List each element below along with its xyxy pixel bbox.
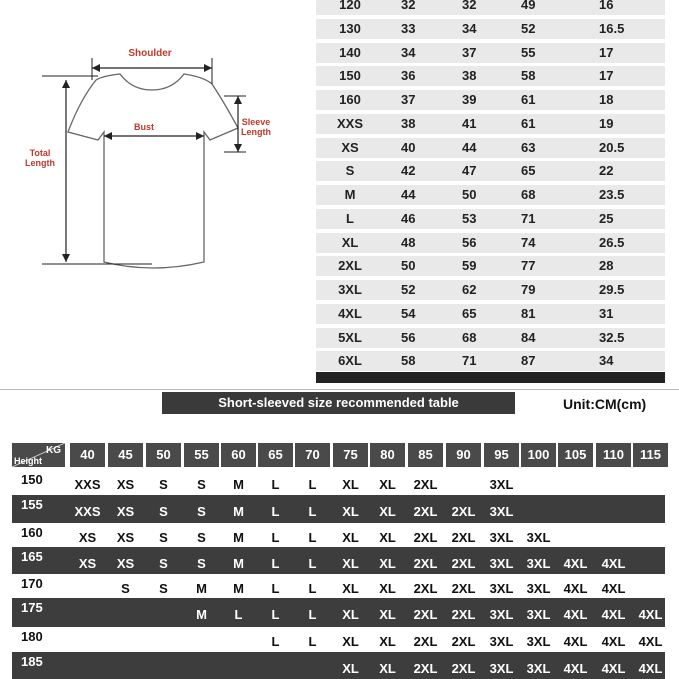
- size-chart-value: 87: [521, 353, 536, 369]
- size-chart-row: [316, 256, 665, 276]
- weight-header-cell: 40: [70, 443, 105, 467]
- size-chart-size: 160: [339, 92, 361, 107]
- size-recommendation-cell: 2XL: [413, 581, 438, 596]
- size-chart-value: 16: [599, 0, 614, 12]
- total-length-label: Total Length: [25, 148, 55, 168]
- height-label: 175: [21, 600, 43, 615]
- size-recommendation-cell: 3XL: [489, 556, 514, 571]
- size-chart-value: 22: [599, 163, 614, 179]
- size-recommendation-cell: 4XL: [638, 634, 663, 649]
- weight-header-cell: 85: [408, 443, 443, 467]
- size-chart-row: [316, 114, 665, 134]
- size-recommendation-cell: S: [197, 504, 206, 519]
- recommended-table-banner: Short-sleeved size recommended table: [162, 392, 515, 414]
- size-recommendation-cell: XS: [78, 530, 97, 545]
- size-chart-value: 32: [401, 0, 416, 12]
- size-chart-row: [316, 280, 665, 300]
- corner-height-label: Height: [14, 456, 42, 466]
- size-chart-value: 58: [401, 353, 416, 369]
- size-chart-row: [316, 138, 665, 158]
- size-recommendation-cell: 4XL: [601, 607, 626, 622]
- size-chart-value: 47: [462, 163, 477, 179]
- size-recommendation-cell: L: [308, 477, 317, 492]
- size-recommendation-cell: 2XL: [413, 607, 438, 622]
- size-chart-row: [316, 90, 665, 110]
- size-chart-size: M: [344, 187, 356, 202]
- size-recommendation-cell: XS: [116, 504, 135, 519]
- size-recommendation-cell: S: [159, 477, 168, 492]
- size-recommendation-cell: L: [271, 607, 280, 622]
- size-chart-size: 150: [339, 68, 361, 84]
- size-chart-value: 81: [521, 305, 536, 321]
- weight-header-cell: 50: [146, 443, 181, 467]
- height-label: 160: [21, 525, 43, 540]
- size-recommendation-cell: S: [159, 530, 168, 545]
- size-recommendation-cell: 2XL: [451, 634, 476, 649]
- size-recommendation-cell: 3XL: [489, 504, 514, 519]
- size-recommendation-cell: XL: [379, 607, 396, 622]
- size-chart-value: 53: [462, 210, 477, 226]
- size-chart-value: 16.5: [599, 20, 625, 36]
- size-recommendation-cell: S: [197, 556, 206, 571]
- table-row: [12, 470, 665, 495]
- size-chart-value: 37: [462, 44, 477, 60]
- size-recommendation-cell: 4XL: [601, 661, 626, 676]
- table-row: [12, 598, 665, 627]
- weight-header-cell: 75: [333, 443, 368, 467]
- size-recommendation-cell: XS: [116, 556, 135, 571]
- size-recommendation-cell: XL: [342, 581, 359, 596]
- size-recommendation-cell: L: [271, 504, 280, 519]
- size-chart-value: 52: [521, 20, 536, 36]
- size-recommendation-cell: M: [196, 607, 207, 622]
- table-row: [12, 627, 665, 652]
- size-recommendation-cell: L: [308, 581, 317, 596]
- section-divider: [0, 389, 679, 390]
- size-recommendation-cell: M: [233, 556, 244, 571]
- size-chart-row: [316, 209, 665, 229]
- size-recommendation-cell: 3XL: [526, 556, 551, 571]
- size-recommendation-cell: S: [197, 530, 206, 545]
- size-recommendation-cell: XL: [379, 661, 396, 676]
- size-chart-value: 19: [599, 115, 614, 131]
- size-recommendation-cell: M: [196, 581, 207, 596]
- size-recommendation-cell: 2XL: [451, 530, 476, 545]
- size-recommendation-cell: L: [271, 530, 280, 545]
- size-recommendation-cell: 2XL: [413, 661, 438, 676]
- size-recommendation-cell: 4XL: [601, 634, 626, 649]
- size-recommendation-cell: XL: [342, 634, 359, 649]
- size-chart-value: 84: [521, 329, 536, 345]
- size-recommendation-cell: XL: [379, 581, 396, 596]
- size-chart-value: 71: [462, 353, 477, 369]
- size-chart-value: 44: [401, 187, 416, 202]
- size-recommendation-cell: S: [197, 477, 206, 492]
- size-recommendation-cell: S: [121, 581, 130, 596]
- weight-header-cell: 80: [370, 443, 405, 467]
- size-chart-value: 65: [521, 163, 536, 179]
- size-recommendation-cell: 4XL: [563, 556, 588, 571]
- size-recommendation-cell: 2XL: [413, 530, 438, 545]
- size-chart-size: S: [345, 163, 355, 179]
- size-chart-value: 61: [521, 92, 536, 107]
- weight-header-cell: 45: [108, 443, 143, 467]
- size-chart-size: 140: [339, 44, 361, 60]
- size-chart-value: 63: [521, 139, 536, 155]
- size-chart-value: 50: [401, 258, 416, 274]
- size-chart-row: [316, 233, 665, 253]
- size-chart-value: 18: [599, 92, 614, 107]
- size-chart-value: 71: [521, 210, 536, 226]
- size-recommendation-cell: XS: [78, 556, 97, 571]
- sleeve-length-label: Sleeve Length: [241, 117, 271, 137]
- size-chart-value: 48: [401, 234, 416, 250]
- size-recommendation-cell: XL: [379, 556, 396, 571]
- height-label: 155: [21, 497, 43, 512]
- size-chart-value: 34: [599, 353, 614, 369]
- size-chart-value: 38: [401, 115, 416, 131]
- size-chart-size: XL: [341, 234, 359, 250]
- weight-header-cell: 65: [258, 443, 293, 467]
- size-chart-footer-bar: [316, 372, 665, 383]
- size-chart-size: 6XL: [338, 353, 362, 369]
- size-recommendation-cell: 3XL: [489, 607, 514, 622]
- size-chart-value: 55: [521, 44, 536, 60]
- size-recommendation-cell: 4XL: [601, 556, 626, 571]
- size-recommendation-cell: XS: [116, 530, 135, 545]
- size-recommendation-cell: 3XL: [489, 530, 514, 545]
- size-recommendation-cell: 4XL: [638, 661, 663, 676]
- weight-header-cell: 110: [596, 443, 631, 467]
- size-recommendation-cell: L: [271, 477, 280, 492]
- size-chart-row: [316, 351, 665, 371]
- size-recommendation-cell: L: [308, 607, 317, 622]
- size-chart-size: 3XL: [338, 282, 362, 297]
- size-recommendation-cell: 3XL: [526, 634, 551, 649]
- size-recommendation-cell: 3XL: [489, 477, 514, 492]
- size-recommendation-cell: 2XL: [413, 477, 438, 492]
- size-chart-row: [316, 0, 665, 15]
- size-recommendation-cell: 4XL: [601, 581, 626, 596]
- size-chart-value: 32: [462, 0, 477, 12]
- table-row: [12, 652, 665, 679]
- size-recommendation-cell: L: [271, 581, 280, 596]
- size-recommendation-cell: XL: [379, 477, 396, 492]
- size-recommendation-cell: 3XL: [526, 607, 551, 622]
- size-chart-value: 62: [462, 282, 477, 297]
- size-recommendation-cell: 3XL: [526, 581, 551, 596]
- height-label: 170: [21, 576, 43, 591]
- size-chart-value: 58: [521, 68, 536, 84]
- size-chart-value: 44: [462, 139, 477, 155]
- size-chart-value: 25: [599, 210, 614, 226]
- size-chart-value: 29.5: [599, 282, 625, 297]
- size-recommendation-cell: 2XL: [413, 556, 438, 571]
- size-chart-value: 41: [462, 115, 477, 131]
- size-recommendation-cell: S: [159, 504, 168, 519]
- size-recommendation-cell: XL: [342, 504, 359, 519]
- size-recommendation-cell: S: [159, 556, 168, 571]
- size-recommendation-cell: 2XL: [451, 556, 476, 571]
- size-recommendation-cell: L: [308, 634, 317, 649]
- size-chart-value: 28: [599, 258, 614, 274]
- size-chart-value: 68: [521, 187, 536, 202]
- size-recommendation-cell: L: [234, 607, 243, 622]
- size-recommendation-cell: L: [271, 634, 280, 649]
- size-chart-size: 120: [339, 0, 361, 12]
- size-recommendation-cell: M: [233, 530, 244, 545]
- size-recommendation-cell: S: [159, 581, 168, 596]
- unit-label: Unit:CM(cm): [563, 396, 647, 412]
- size-chart-row: [316, 185, 665, 205]
- size-chart-value: 33: [401, 20, 416, 36]
- size-recommendation-cell: 4XL: [563, 607, 588, 622]
- size-recommendation-cell: L: [308, 556, 317, 571]
- size-chart-value: 34: [401, 44, 416, 60]
- size-chart-value: 56: [462, 234, 477, 250]
- size-chart-size: XS: [341, 139, 359, 155]
- size-recommendation-cell: 4XL: [563, 661, 588, 676]
- weight-header-cell: 55: [184, 443, 219, 467]
- size-chart-value: 54: [401, 305, 416, 321]
- size-recommendation-cell: 2XL: [413, 634, 438, 649]
- size-chart-size: 2XL: [338, 258, 362, 274]
- size-chart-value: 26.5: [599, 234, 625, 250]
- size-chart-size: 130: [339, 20, 361, 36]
- size-chart-value: 17: [599, 44, 614, 60]
- size-chart-value: 68: [462, 329, 477, 345]
- size-recommendation-cell: L: [308, 530, 317, 545]
- height-label: 165: [21, 549, 43, 564]
- size-recommendation-cell: 4XL: [563, 634, 588, 649]
- size-chart-value: 34: [462, 20, 477, 36]
- weight-header-cell: 90: [446, 443, 481, 467]
- size-recommendation-cell: 3XL: [489, 634, 514, 649]
- size-recommendation-cell: 3XL: [489, 581, 514, 596]
- bust-label: Bust: [134, 122, 154, 132]
- size-chart-row: [316, 161, 665, 181]
- size-chart-value: 20.5: [599, 139, 625, 155]
- size-chart-value: 74: [521, 234, 536, 250]
- size-recommendation-cell: 2XL: [451, 504, 476, 519]
- size-chart-value: 36: [401, 68, 416, 84]
- size-chart-value: 61: [521, 115, 536, 131]
- size-chart-value: 46: [401, 210, 416, 226]
- size-recommendation-cell: XS: [116, 477, 135, 492]
- size-chart-value: 56: [401, 329, 416, 345]
- size-chart-value: 32.5: [599, 329, 625, 345]
- corner-kg-label: KG: [46, 445, 61, 456]
- weight-header-cell: 70: [295, 443, 330, 467]
- size-recommendation-cell: 2XL: [413, 504, 438, 519]
- size-recommendation-cell: XL: [342, 477, 359, 492]
- size-chart-value: 37: [401, 92, 416, 107]
- size-chart-row: [316, 66, 665, 86]
- height-label: 185: [21, 654, 43, 669]
- size-recommendation-cell: 3XL: [526, 661, 551, 676]
- table-corner-header: [12, 443, 65, 467]
- weight-header-cell: 105: [558, 443, 593, 467]
- size-recommendation-cell: M: [233, 504, 244, 519]
- size-chart-value: 49: [521, 0, 536, 12]
- size-recommendation-cell: XL: [342, 607, 359, 622]
- size-chart-value: 38: [462, 68, 477, 84]
- weight-header-cell: 100: [521, 443, 556, 467]
- size-recommendation-cell: 3XL: [526, 530, 551, 545]
- size-chart-value: 31: [599, 305, 614, 321]
- size-chart-size: XXS: [336, 115, 363, 131]
- size-recommendation-cell: 4XL: [563, 581, 588, 596]
- size-recommendation-cell: 3XL: [489, 661, 514, 676]
- size-recommendation-cell: 4XL: [638, 607, 663, 622]
- size-recommendation-cell: 2XL: [451, 607, 476, 622]
- height-label: 150: [21, 472, 43, 487]
- size-recommendation-cell: XL: [379, 504, 396, 519]
- size-recommendation-cell: L: [271, 556, 280, 571]
- size-recommendation-cell: 2XL: [451, 581, 476, 596]
- size-recommendation-cell: XXS: [74, 504, 101, 519]
- tshirt-outline-icon: [68, 74, 238, 268]
- size-chart-value: 59: [462, 258, 477, 274]
- shoulder-label: Shoulder: [128, 48, 172, 59]
- size-recommendation-cell: XL: [342, 661, 359, 676]
- table-row: [12, 523, 665, 547]
- size-chart-value: 52: [401, 282, 416, 297]
- height-label: 180: [21, 629, 43, 644]
- weight-header-cell: 60: [221, 443, 256, 467]
- table-row: [12, 547, 665, 574]
- size-chart-row: [316, 304, 665, 324]
- size-recommendation-cell: XL: [342, 556, 359, 571]
- size-recommendation-cell: XL: [379, 634, 396, 649]
- size-chart-row: [316, 328, 665, 348]
- table-row: [12, 495, 665, 523]
- size-chart-value: 65: [462, 305, 477, 321]
- size-chart-value: 77: [521, 258, 536, 274]
- size-chart-row: [316, 19, 665, 39]
- size-chart-value: 42: [401, 163, 416, 179]
- size-recommendation-cell: 2XL: [451, 661, 476, 676]
- size-recommendation-cell: M: [233, 477, 244, 492]
- size-recommendation-cell: L: [308, 504, 317, 519]
- weight-header-cell: 95: [484, 443, 519, 467]
- size-chart-value: 23.5: [599, 187, 625, 202]
- size-chart-value: 17: [599, 68, 614, 84]
- size-chart-value: 39: [462, 92, 477, 107]
- size-recommendation-cell: XL: [379, 530, 396, 545]
- size-chart-size: 5XL: [338, 329, 362, 345]
- size-recommendation-cell: M: [233, 581, 244, 596]
- size-chart-size: 4XL: [338, 305, 362, 321]
- size-chart-value: 40: [401, 139, 416, 155]
- size-chart-value: 50: [462, 187, 477, 202]
- size-chart-row: [316, 43, 665, 63]
- weight-header-cell: 115: [633, 443, 668, 467]
- size-chart-value: 79: [521, 282, 536, 297]
- table-row: [12, 574, 665, 598]
- size-recommendation-cell: XL: [342, 530, 359, 545]
- size-chart-size: L: [346, 210, 354, 226]
- size-recommendation-cell: XXS: [74, 477, 101, 492]
